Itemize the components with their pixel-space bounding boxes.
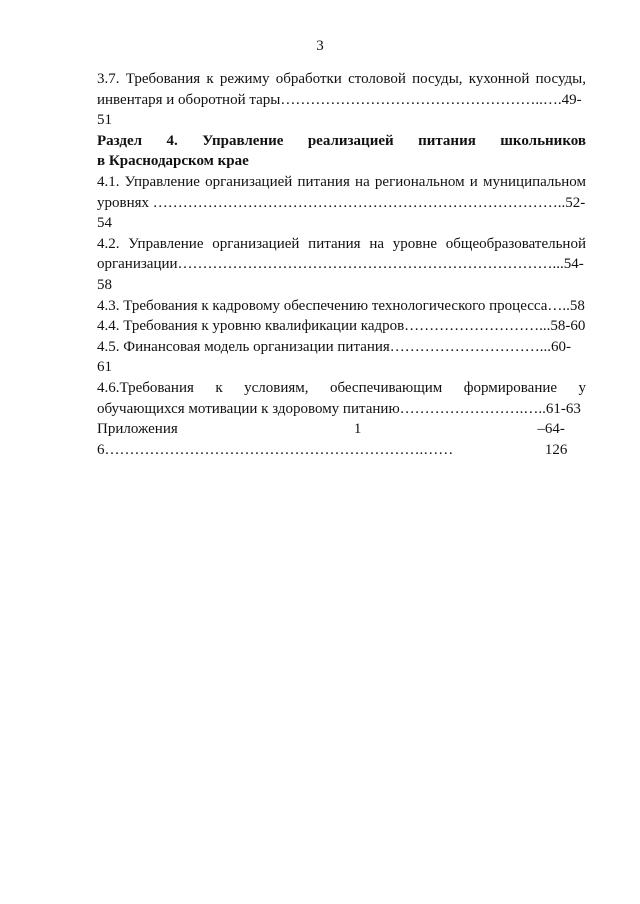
toc-entry-3-7-line-2: инвентаря и оборотной тары……………………………………………..….49-51: [97, 91, 582, 129]
toc-entry-3-7[interactable]: [97, 69, 586, 131]
toc-section-4-line-2: в Краснодарском крае: [97, 153, 249, 170]
toc-entry-4-1-line-2: уровнях ………………………………………………………………………..52-54: [97, 194, 586, 232]
toc-entry-4-1[interactable]: [97, 172, 586, 234]
toc-entry-4-2-line-1: 4.2. Управление организацией питания на уровне общеобразовательной: [97, 235, 586, 252]
toc-entry-4-6[interactable]: [97, 378, 586, 419]
toc-entry-4-2[interactable]: [97, 234, 586, 296]
toc-appendices-label: Приложения 1 – 6……………………………………………………….……: [97, 421, 545, 458]
toc-entry-4-3-line-1: 4.3. Требования к кадровому обеспечению технологического процесса…..58: [97, 297, 585, 314]
toc-entry-4-3[interactable]: [97, 296, 586, 317]
toc-entry-4-1-line-1: 4.1. Управление организацией питания на региональном и муниципальном: [97, 173, 586, 190]
toc-appendices-pages: 64-126: [544, 421, 568, 458]
toc-entry-4-6-line-2: обучающихся мотивации к здоровому питанию…………………….…..61-63: [97, 400, 581, 417]
toc-entry-appendices[interactable]: [97, 419, 586, 460]
toc-entry-4-2-line-2: организации…………………………………………………………………...54-58: [97, 256, 584, 293]
toc-entry-4-4[interactable]: [97, 316, 586, 337]
toc-entry-4-6-line-1: 4.6.Требования к условиям, обеспечивающим формирование у: [97, 379, 586, 396]
page-number: 3: [316, 38, 324, 54]
toc-entry-4-5[interactable]: [97, 337, 586, 378]
table-of-contents: [97, 69, 586, 460]
toc-section-4-line-1: Раздел 4. Управление реализацией питания школьников: [97, 132, 586, 149]
toc-section-4-heading[interactable]: [97, 131, 586, 172]
toc-entry-4-5-line-1: 4.5. Финансовая модель организации питания…………………………...60-61: [97, 338, 572, 376]
toc-entry-4-4-line-1: 4.4. Требования к уровню квалификации кадров………………………...58-60: [97, 318, 586, 335]
toc-entry-3-7-line-1: 3.7. Требования к режиму обработки столовой посуды, кухонной посуды,: [97, 71, 586, 87]
